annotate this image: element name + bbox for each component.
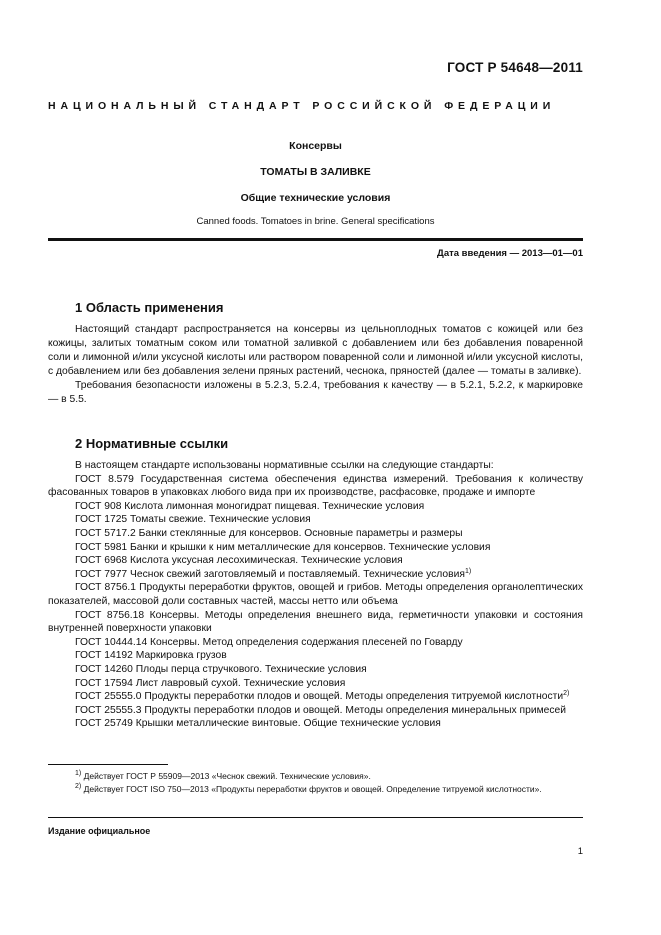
- section-1-paragraph-1: Настоящий стандарт распространяется на консервы из цельноплодных томатов с кожицей или без кожицы, залитых томатным соком или томатной заливкой с добавлением или без добавления поваренной соли и лимонной и/или уксусной кислоты или раствором поваренной соли и лимонной и/или уксусной кислоты, с добавлением или без добавления зелени пряных растений, чеснока, пряностей (далее — томаты в заливке).: [48, 324, 583, 377]
- document-title: ТОМАТЫ В ЗАЛИВКЕ: [260, 166, 371, 178]
- reference-item: [48, 568, 583, 582]
- reference-item: [48, 690, 583, 704]
- footnote-marker: 2): [563, 690, 570, 698]
- footnote: [48, 783, 583, 796]
- normative-references: [48, 459, 583, 731]
- national-standard-heading: НАЦИОНАЛЬНЫЙ СТАНДАРТ РОССИЙСКОЙ ФЕДЕРАЦИИ: [48, 100, 556, 112]
- footnote-text: Действует ГОСТ ISO 750—2013 «Продукты переработки фруктов и овощей. Определение титруемой кислотности».: [81, 783, 542, 794]
- document-subtitle: Общие технические условия: [240, 192, 391, 204]
- reference-item: ГОСТ 17594 Лист лавровый сухой. Технические условия: [75, 677, 346, 689]
- footnote-mark: 1): [75, 770, 82, 777]
- reference-item: ГОСТ 6968 Кислота уксусная лесохимическая. Технические условия: [75, 555, 403, 567]
- footnote-divider: [48, 764, 168, 765]
- reference-text: ГОСТ 7977 Чеснок свежий заготовляемый и поставляемый. Технические условия: [75, 568, 465, 580]
- reference-item: ГОСТ 908 Кислота лимонная моногидрат пищевая. Технические условия: [75, 500, 425, 512]
- reference-item: ГОСТ 25555.3 Продукты переработки плодов и овощей. Методы определения минеральных примесей: [75, 704, 567, 716]
- introduction-date: Дата введения — 2013—01—01: [437, 248, 583, 259]
- reference-item: ГОСТ 8756.1 Продукты переработки фруктов, овощей и грибов. Методы определения органолептических показателей, массовой доли составных частей, массы нетто или объема: [48, 582, 583, 607]
- footnotes: [48, 770, 583, 795]
- reference-item: ГОСТ 14192 Маркировка грузов: [75, 650, 227, 662]
- official-edition-label: Издание официальное: [48, 826, 151, 836]
- title-divider: [48, 238, 583, 241]
- footnote-mark: 2): [75, 782, 82, 790]
- reference-item: ГОСТ 1725 Томаты свежие. Технические условия: [75, 514, 311, 526]
- reference-item: ГОСТ 14260 Плоды перца стручкового. Технические условия: [75, 663, 367, 675]
- footnote-text: Действует ГОСТ Р 55909—2013 «Чеснок свежий. Технические условия».: [81, 771, 371, 781]
- reference-item: ГОСТ 5981 Банки и крышки к ним металлические для консервов. Технические условия: [75, 541, 491, 553]
- document-category: Консервы: [289, 140, 342, 152]
- reference-item: ГОСТ 8.579 Государственная система обеспечения единства измерений. Требования к количеству фасованных товаров в упаковках любого вида при их производстве, расфасовке, продаже и импорте: [48, 473, 583, 499]
- gost-number: ГОСТ Р 54648—2011: [447, 60, 583, 75]
- section-1-heading: 1 Область применения: [75, 300, 224, 315]
- english-title: Canned foods. Tomatoes in brine. General specifications: [196, 216, 435, 227]
- reference-item: ГОСТ 10444.14 Консервы. Метод определения содержания плесеней по Говарду: [75, 636, 463, 648]
- footnote-marker: 1): [464, 567, 472, 575]
- footnote: [48, 770, 583, 783]
- reference-item: ГОСТ 25749 Крышки металлические винтовые. Общие технические условия: [75, 718, 441, 730]
- section-1-paragraph-2: Требования безопасности изложены в 5.2.3, 5.2.4, требования к качеству — в 5.2.1, 5.2.2, к маркировке — в 5.5.: [48, 380, 583, 405]
- page-number: 1: [577, 846, 583, 857]
- reference-item: ГОСТ 8756.18 Консервы. Методы определения внешнего вида, герметичности упаковки и состояния внутренней поверхности упаковки: [48, 609, 583, 635]
- reference-item: ГОСТ 5717.2 Банки стеклянные для консервов. Основные параметры и размеры: [75, 527, 463, 539]
- footer-divider: [48, 817, 583, 818]
- references-intro: В настоящем стандарте использованы нормативные ссылки на следующие стандарты:: [75, 460, 494, 471]
- section-1-body: [48, 323, 583, 407]
- section-2-heading: 2 Нормативные ссылки: [75, 436, 229, 451]
- reference-text: ГОСТ 25555.0 Продукты переработки плодов и овощей. Методы определения титруемой кислотности: [75, 691, 564, 703]
